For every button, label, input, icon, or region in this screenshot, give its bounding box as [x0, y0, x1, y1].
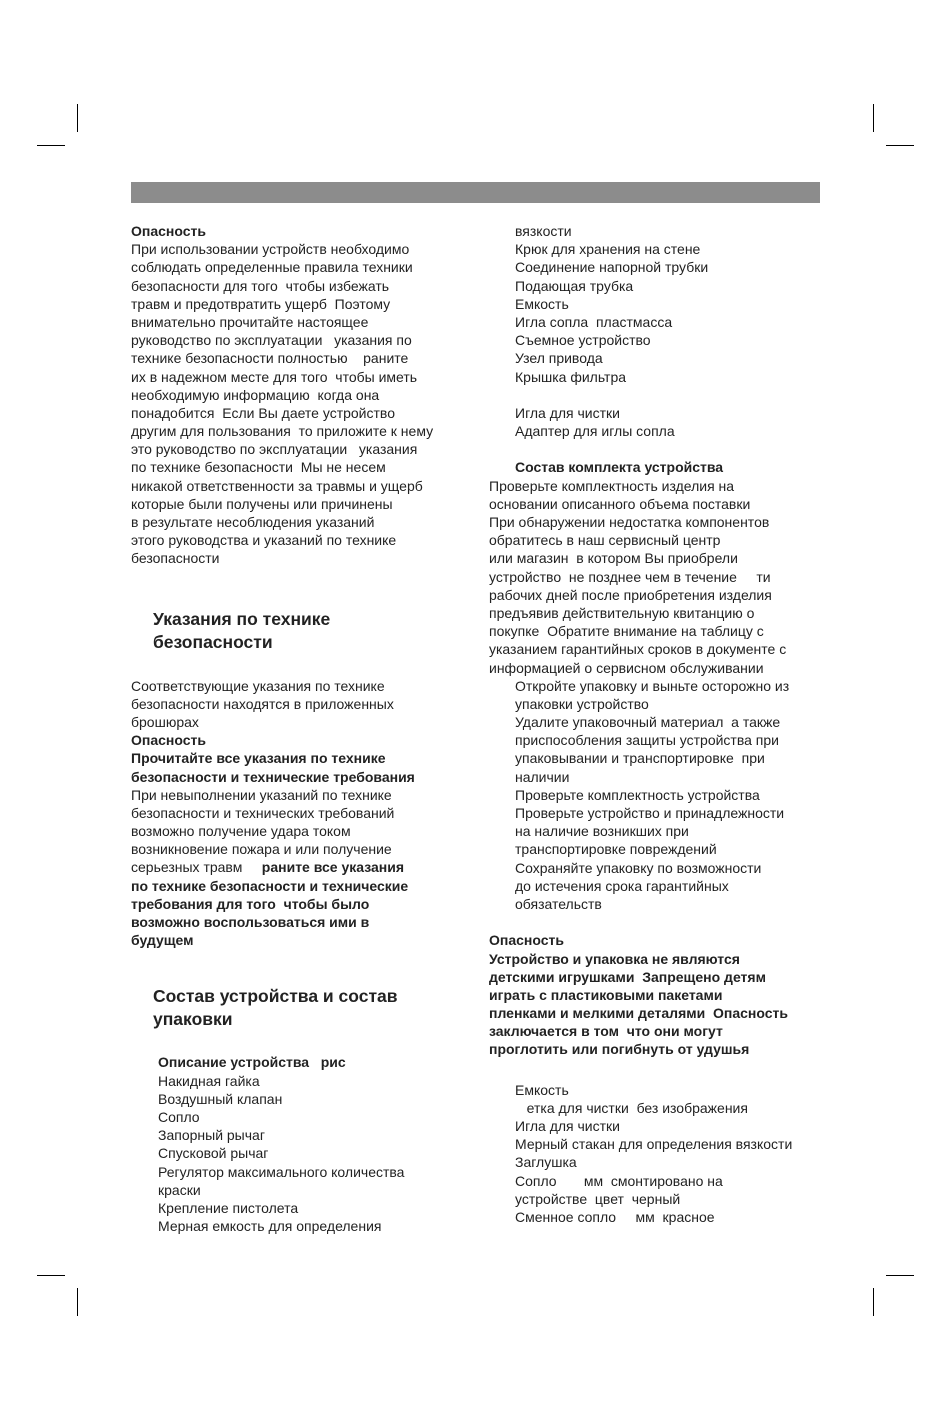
text-line: этого руководства и указаний по технике [131, 532, 397, 549]
list-item: транспортировке повреждений [515, 841, 717, 858]
list-item: Сменное сопло мм красное [515, 1208, 715, 1225]
warning-line: играть с пластиковыми пакетами [489, 986, 723, 1003]
crop-mark [77, 104, 78, 132]
text-line: При использовании устройств необходимо [131, 241, 410, 258]
warning-line: будущем [131, 932, 194, 949]
section-title-line: упаковки [153, 1009, 233, 1030]
text-line: технике безопасности полностью раните [131, 350, 409, 367]
crop-mark [886, 145, 914, 146]
list-item: упаковки устройство [515, 695, 649, 712]
list-item: Накидная гайка [158, 1072, 260, 1089]
text-line: Соответствующие указания по технике [131, 677, 385, 694]
text-line: соблюдать определенные правила техники [131, 259, 413, 276]
section-title-line: Состав устройства и состав [153, 986, 398, 1007]
list-item: вязкости [515, 223, 572, 239]
list-item: Откройте упаковку и выньте осторожно из [515, 677, 790, 694]
text-line: никакой ответственности за травмы и ущерб [131, 477, 423, 494]
list-item: Игла для чистки [515, 1118, 620, 1134]
warning-line: по технике безопасности и технические [131, 877, 409, 894]
kit-heading: Состав комплекта устройства [515, 459, 724, 476]
section-title-contents [131, 985, 466, 1031]
parts-list [131, 1072, 466, 1236]
text-normal: серьезных травм [131, 859, 262, 876]
kit-paragraph [489, 477, 829, 677]
section-title-line: Указания по технике [153, 608, 331, 629]
text-line: основании описанного объема поставки [489, 495, 751, 512]
header-bar [131, 182, 820, 203]
text-line: возникновение пожара и или получение [131, 841, 392, 858]
text-line: указанием гарантийных сроков в документе с [489, 641, 787, 658]
list-item: Регулятор максимального количества [158, 1163, 405, 1180]
accessory-list [489, 404, 829, 440]
text-line: по технике безопасности Мы не несем [131, 459, 386, 476]
text-line: это руководство по эксплуатации указания [131, 441, 418, 458]
list-item: устройстве цвет черный [515, 1190, 681, 1207]
text-line: травм и предотвратить ущерб Поэтому [131, 295, 391, 312]
crop-mark [77, 1288, 78, 1316]
list-item: Соединение напорной трубки [515, 259, 709, 276]
warning-line: проглотить или погибнуть от удушья [489, 1041, 750, 1058]
text-line: возможно получение удара током [131, 823, 351, 840]
text-line: необходимую информацию когда она [131, 386, 380, 403]
list-item: обязательств [515, 895, 602, 912]
text-line: безопасности и технических требований [131, 804, 395, 821]
warning-line: возможно воспользоваться ими в [131, 914, 370, 930]
text-line: понадобится Если Вы даете устройство [131, 404, 395, 421]
warning-line: заключается в том что они могут [489, 1023, 723, 1040]
list-item: до истечения срока гарантийных [515, 877, 729, 894]
danger-heading: Опасность [131, 732, 206, 749]
list-item: Заглушка [515, 1154, 577, 1171]
crop-mark [37, 1275, 65, 1276]
text-line: брошюрах [131, 713, 199, 730]
text-line: или магазин в котором Вы приобрели [489, 550, 738, 567]
text-line: При невыполнении указаний по технике [131, 786, 392, 803]
text-line: в результате несоблюдения указаний [131, 514, 375, 530]
text-line: покупке Обратите внимание на таблицу с [489, 623, 764, 640]
warning-line: Устройство и упаковка не являются [489, 950, 740, 967]
list-item: Подающая трубка [515, 277, 634, 294]
text-line: предъявив действительную квитанцию о [489, 604, 755, 621]
warning-line: требования для того чтобы было [131, 895, 370, 912]
list-item: Крюк для хранения на стене [515, 241, 701, 258]
section-title-safety [131, 608, 466, 654]
list-item: Сопло [158, 1108, 200, 1125]
warning-line: Прочитайте все указания по технике [131, 750, 386, 767]
danger-heading: Опасность [131, 223, 206, 239]
list-item: Спусковой рычаг [158, 1145, 269, 1162]
crop-mark [886, 1275, 914, 1276]
list-item: Мерный стакан для определения вязкости [515, 1136, 793, 1153]
right-column [489, 222, 829, 1226]
list-item: Сопло мм смонтировано на [515, 1172, 723, 1189]
list-item: Емкость [515, 1081, 569, 1098]
intro-paragraph [131, 240, 466, 567]
text-line: информацией о сервисном обслуживании [489, 659, 764, 676]
text-line: При обнаружении недостатка компонентов [489, 514, 770, 530]
steps-list [489, 677, 829, 913]
list-item: Воздушный клапан [158, 1090, 283, 1107]
text-bold: раните все указания [261, 859, 404, 876]
text-line: их в надежном месте для того чтобы иметь [131, 368, 418, 385]
text-line: внимательно прочитайте настоящее [131, 313, 369, 330]
text-line: руководство по эксплуатации указания по [131, 332, 412, 349]
list-item: Мерная емкость для определения [158, 1218, 382, 1235]
list-item: на наличие возникших при [515, 823, 689, 840]
text-line: устройство не позднее чем в течение ти [489, 568, 771, 585]
text-line: которые были получены или причинены [131, 495, 393, 512]
list-item: наличии [515, 768, 570, 785]
list-item: Запорный рычаг [158, 1127, 265, 1144]
crop-mark [873, 104, 874, 132]
text-line: безопасности [131, 550, 220, 567]
list-item: Крепление пистолета [158, 1199, 299, 1216]
warning-line: детскими игрушками Запрещено детям [489, 968, 766, 985]
list-item: Крышка фильтра [515, 368, 627, 385]
text-line [131, 858, 466, 876]
subheading: Описание устройства рис [158, 1054, 346, 1071]
list-item: Адаптер для иглы сопла [515, 423, 675, 440]
list-item: Игла сопла пластмасса [515, 313, 673, 330]
danger-heading: Опасность [489, 932, 564, 949]
list-item: Сохраняйте упаковку по возможности [515, 859, 762, 876]
list-item: Съемное устройство [515, 332, 651, 349]
crop-mark [873, 1288, 874, 1316]
list-item: Узел привода [515, 350, 603, 367]
left-column [131, 222, 466, 1235]
text-line: безопасности для того чтобы избежать [131, 277, 390, 294]
text-line: другим для пользования то приложите к нему [131, 423, 434, 440]
child-warning [489, 950, 829, 1059]
list-item: Проверьте комплектность устройства [515, 786, 760, 803]
section-title-line: безопасности [153, 631, 273, 652]
text-line: обратитесь в наш сервисный центр [489, 532, 721, 549]
list-item: етка для чистки без изображения [515, 1099, 748, 1116]
list-item: приспособления защиты устройства при [515, 732, 779, 749]
parts-list-continued [489, 222, 829, 386]
list-item: Игла для чистки [515, 404, 620, 421]
text-line: Проверьте комплектность изделия на [489, 477, 735, 494]
list-item: Проверьте устройство и принадлежности [515, 805, 785, 821]
list-item: Удалите упаковочный материал а также [515, 714, 781, 731]
text-line: безопасности находятся в приложенных [131, 695, 394, 712]
warning-line: пленками и мелкими деталями Опасность [489, 1005, 788, 1022]
kit-items-list [489, 1081, 829, 1227]
list-item: Емкость [515, 295, 569, 312]
warning-line: безопасности и технические требования [131, 768, 415, 785]
crop-mark [37, 145, 65, 146]
list-item: упаковывании и транспортировке при [515, 750, 765, 767]
list-item: краски [158, 1181, 201, 1198]
text-line: рабочих дней после приобретения изделия [489, 586, 772, 603]
